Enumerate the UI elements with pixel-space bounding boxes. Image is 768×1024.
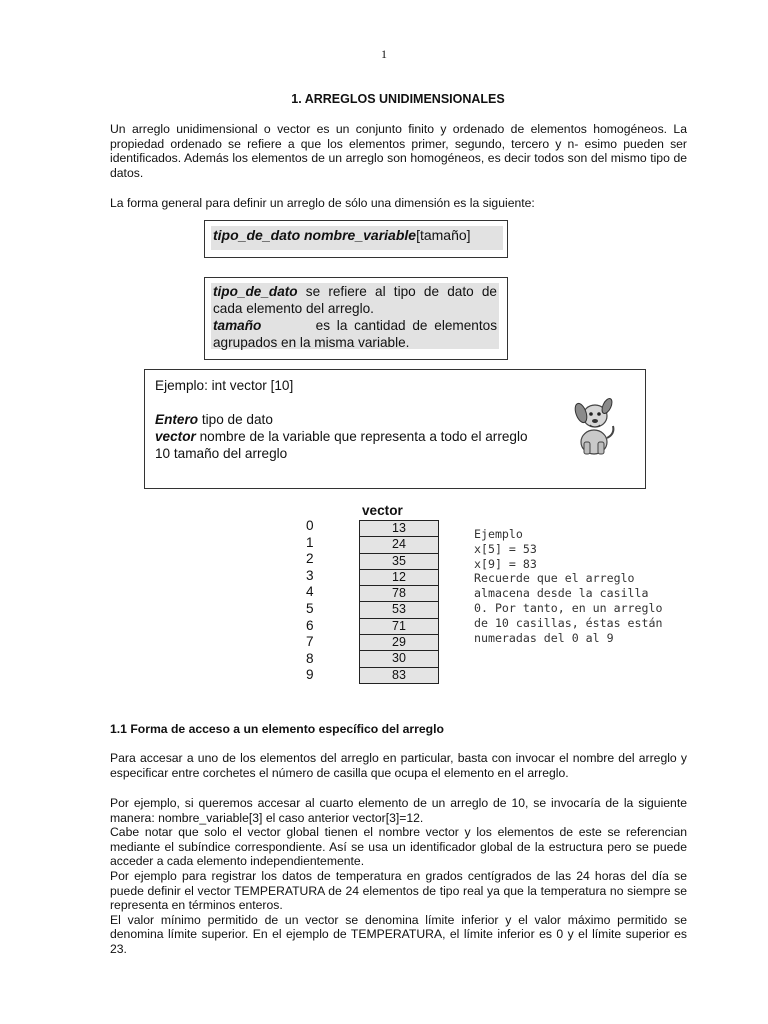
vector-cell: 24 [360,537,438,553]
general-form-text: La forma general para definir un arreglo de sólo una dimensión es la siguiente: [110,196,535,210]
body-text-1: Para accesar a uno de los elementos del arreglo en particular, basta con invocar el nombre del arreglo y especificar entre corchetes el número de casilla que ocupa el elemento en el arreglo. [110,751,687,780]
explanation-desc-2: es la cantidad de elementos agrupados en la misma variable. [213,318,501,350]
page-title: 1. ARREGLOS UNIDIMENSIONALES [291,92,505,106]
example-term-1: Entero [155,412,199,427]
section-title: 1.1 Forma de acceso a un elemento específico del arreglo [110,722,444,736]
vector-index: 6 [306,617,314,633]
dog-icon [569,392,619,456]
intro-text: Un arreglo unidimensional o vector es un conjunto finito y ordenado de elementos homogéneos. La propiedad ordenado se refiere a que los elementos primer, segundo, tercero y n- esimo pueden ser identificados. Además los elementos de un arreglo son homogéneos, es decir todos son del mismo tipo de datos. [110,122,687,180]
vector-index: 9 [306,667,314,683]
intro-paragraph [110,122,687,180]
body-text-2: Por ejemplo, si queremos accesar al cuarto elemento de un arreglo de 10, se invocaría de la siguiente manera: nombre_variable[3] el caso anterior vector[3]=12. [110,796,687,825]
general-form-paragraph [110,196,687,211]
vector-index: 2 [306,551,314,567]
example-note-line: x[9] = 83 [474,556,537,571]
vector-index: 4 [306,584,314,600]
body-paragraph-1 [110,751,687,780]
body-text-3: Cabe notar que solo el vector global tienen el nombre vector y los elementos de este se referencian mediante el subíndice correspondiente. Así se usa un identificador global de la estructura pero se puede acceder a cada elemento independientemente. [110,825,687,869]
example-desc-2: nombre de la variable que representa a todo el arreglo [195,429,528,444]
example-note-line: Ejemplo [474,527,523,541]
page-number: 1 [381,47,387,61]
vector-cell: 35 [360,554,438,570]
vector-index: 5 [306,600,314,616]
body-text-4: Por ejemplo para registrar los datos de temperatura en grados centígrados de las 24 horas del día se puede definir el vector TEMPERATURA de 24 elementos de tipo real ya que la temperatura no siempre se representa en términos enteros. [110,868,687,913]
vector-indices [306,518,314,684]
example-box [144,369,646,489]
example-spacer [155,394,528,411]
vector-cell: 12 [360,570,438,586]
explanation-term-2: tamaño [213,318,262,333]
example-line-4: 10 tamaño del arreglo [155,446,288,461]
vector-index: 1 [306,534,314,550]
explanation-line-1 [213,283,497,317]
example-note [474,527,662,645]
syntax-type-name: tipo_de_dato nombre_variable [213,227,417,243]
example-note-line: Recuerde que el arreglo [474,571,635,586]
vector-cells [359,520,439,684]
vector-label: vector [362,503,403,518]
example-note-line: x[5] = 53 [474,541,537,556]
vector-cell: 53 [360,602,438,618]
explanation-box [204,277,508,360]
vector-index: 0 [306,518,314,533]
explanation-line-2 [213,317,501,351]
example-term-2: vector [155,429,196,444]
body-text-5: El valor mínimo permitido de un vector se denomina límite inferior y el valor máximo permitido se denomina límite superior. En el ejemplo de TEMPERATURA, el límite inferior es 0 y el límite superior es 23. [110,912,687,956]
vector-cell: 29 [360,635,438,651]
vector-cell: 83 [360,668,438,683]
vector-index: 8 [306,650,314,666]
syntax-shade [211,226,503,250]
example-note-line: 0. Por tanto, en un arreglo [474,600,663,615]
vector-index: 3 [306,567,314,583]
example-desc-1: tipo de dato [198,412,273,427]
vector-index: 7 [306,634,314,650]
syntax-size: [tamaño] [416,227,471,243]
example-line-1: Ejemplo: int vector [10] [155,378,294,393]
example-content [155,377,528,462]
example-note-line: de 10 casillas, éstas están [474,615,663,630]
explanation-shade [211,283,499,349]
example-note-line: almacena desde la casilla [474,586,649,601]
vector-cell: 78 [360,586,438,602]
vector-cell: 13 [360,521,438,537]
explanation-term-1: tipo_de_dato [213,284,298,299]
explanation-desc-1: se refiere al tipo de dato de cada elemento del arreglo. [213,284,497,316]
vector-cell: 71 [360,619,438,635]
body-block [110,796,687,957]
example-line-3 [155,428,528,445]
syntax-box [204,220,508,258]
example-line-2 [155,411,528,428]
vector-cell: 30 [360,651,438,667]
example-note-line: numeradas del 0 al 9 [474,630,614,645]
